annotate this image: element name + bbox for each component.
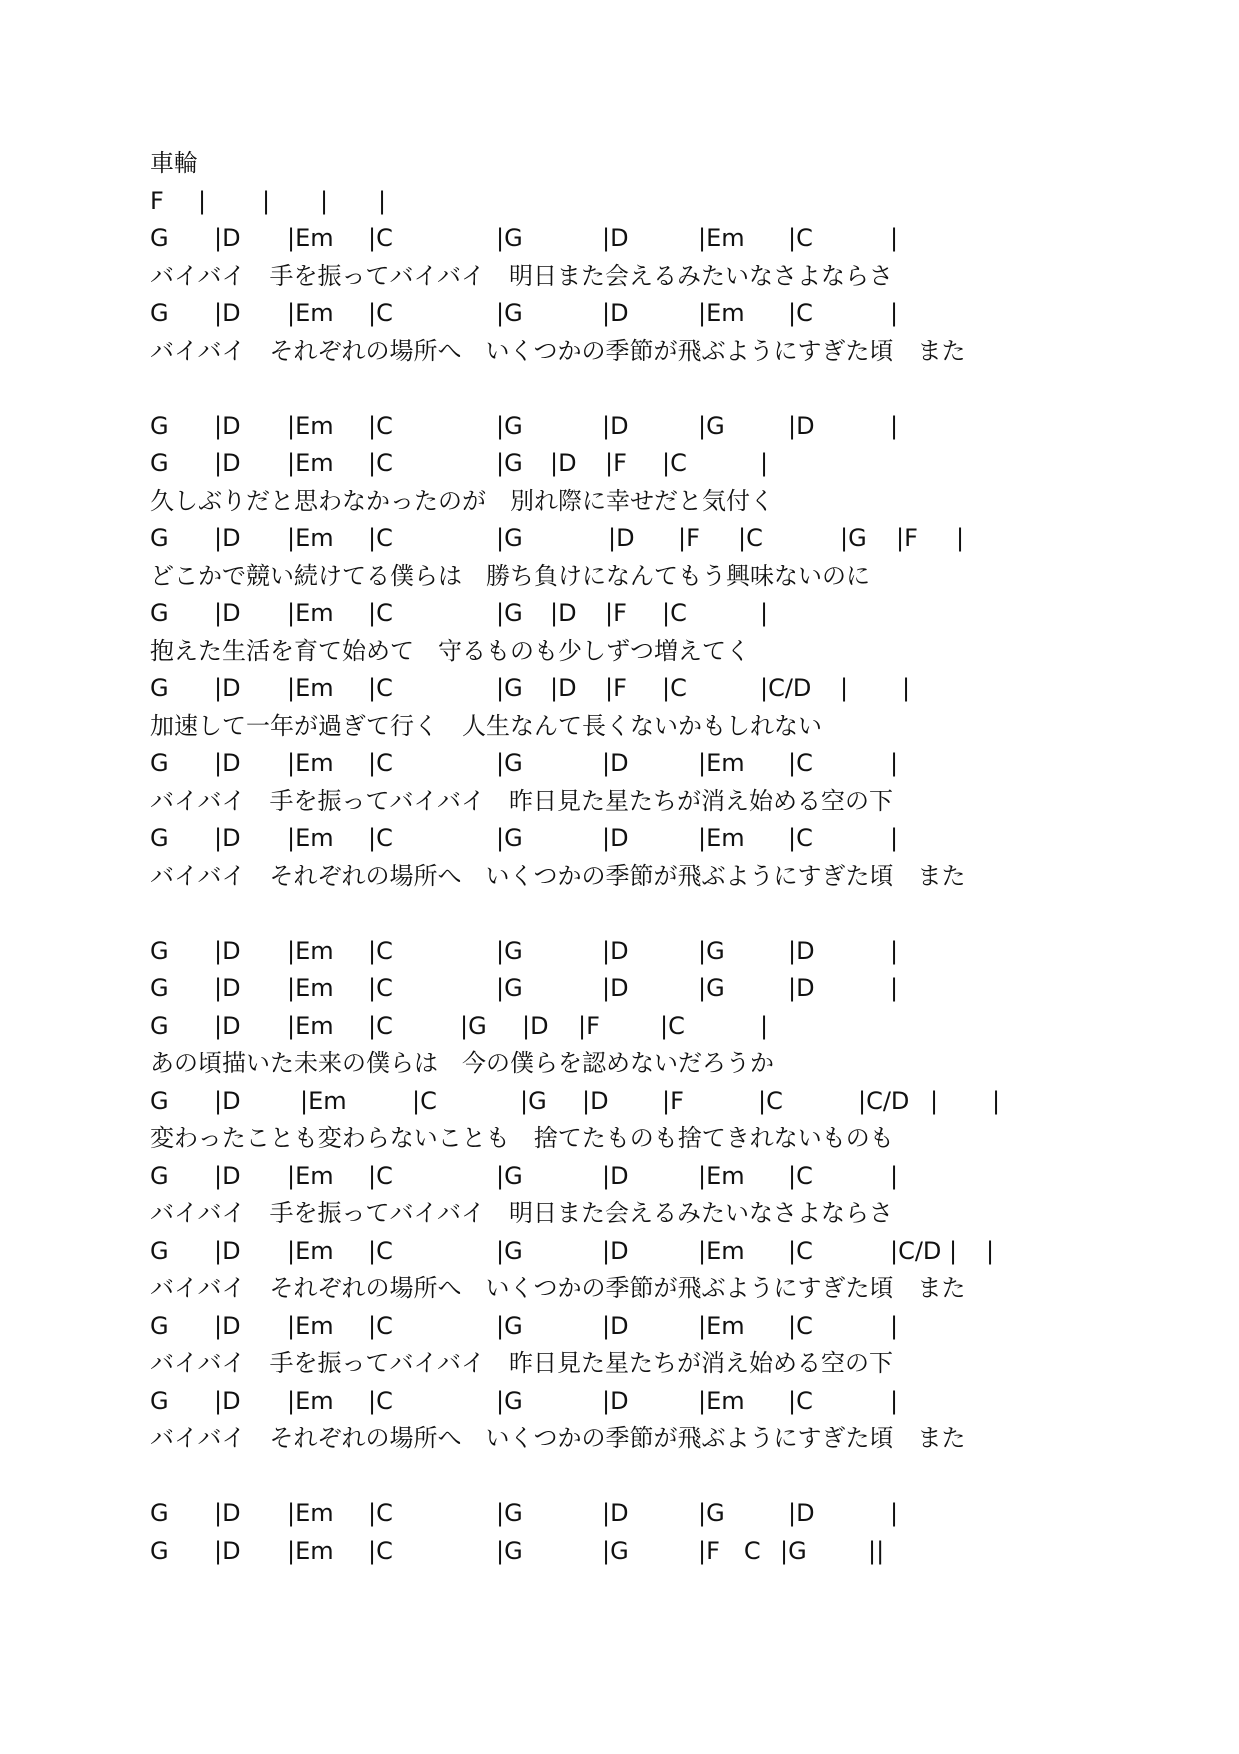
- chord-symbol: |D: [214, 1386, 241, 1415]
- chord-line: [150, 445, 1210, 483]
- chord-symbol: |: [198, 186, 207, 215]
- chord-line: [150, 520, 1210, 558]
- chord-line: [150, 670, 1210, 708]
- chord-symbol: |D: [602, 936, 629, 965]
- chord-symbol: |D: [214, 299, 241, 327]
- chord-symbol: |C: [368, 674, 393, 702]
- lyric-line: あの頃描いた未来の僕らは 今の僕らを認めないだろうか: [150, 1049, 774, 1077]
- chord-symbol: |D: [214, 936, 241, 965]
- chord-symbol: |D: [214, 1161, 241, 1190]
- chord-symbol: |Em: [287, 299, 334, 327]
- chord-symbol: |Em: [287, 1236, 334, 1265]
- chord-symbol: |G: [496, 1161, 523, 1190]
- chord-symbol: G: [150, 1086, 169, 1115]
- chord-line: [150, 595, 1210, 633]
- chord-symbol: |G: [496, 299, 523, 327]
- chord-symbol: |F: [605, 674, 627, 702]
- chord-symbol: |G: [496, 411, 523, 440]
- chord-symbol: |D: [214, 449, 241, 477]
- chord-symbol: |D: [602, 1161, 629, 1190]
- chord-symbol: |D: [788, 1499, 815, 1527]
- chord-line: [150, 1308, 1210, 1346]
- chord-symbol: G: [150, 224, 169, 252]
- chord-symbol: |: [760, 1011, 769, 1040]
- chord-symbol: |D: [214, 599, 241, 627]
- lyric-line: バイバイ それぞれの場所へ いくつかの季節が飛ぶようにすぎた頃 また: [150, 861, 966, 890]
- chord-symbol: |G: [496, 1386, 523, 1415]
- chord-symbol: |D: [214, 1236, 241, 1265]
- chord-symbol: |D: [602, 824, 629, 852]
- chord-symbol: |C: [412, 1086, 437, 1115]
- chord-symbol: |Em: [287, 599, 334, 627]
- chord-symbol: |C: [368, 1386, 393, 1415]
- chord-symbol: |Em: [287, 974, 334, 1002]
- chord-symbol: |D: [602, 1236, 629, 1265]
- chord-symbol: |G: [698, 974, 725, 1002]
- chord-symbol: G: [150, 449, 169, 477]
- chord-symbol: |C: [788, 824, 813, 852]
- lyric-line: 久しぶりだと思わなかったのが 別れ際に幸せだと気付く: [150, 486, 774, 515]
- lyric-line: どこかで競い続けてる僕らは 勝ち負けになんてもう興味ないのに: [150, 561, 870, 590]
- chord-symbol: |D: [602, 1499, 629, 1527]
- chord-symbol: |C: [368, 936, 393, 965]
- blank-line: [150, 1458, 1210, 1496]
- chord-symbol: |C: [662, 449, 687, 477]
- chord-line: [150, 970, 1210, 1008]
- chord-symbol: |: [760, 449, 769, 477]
- chord-symbol: |Em: [287, 749, 334, 777]
- chord-symbol: |Em: [287, 1386, 334, 1415]
- chord-symbol: |C: [368, 411, 393, 440]
- chord-symbol: |Em: [698, 1161, 745, 1190]
- chord-line: [150, 1495, 1210, 1533]
- chord-line: [150, 1008, 1210, 1046]
- lyric-line: 変わったことも変わらないことも 捨てたものも捨てきれないものも: [150, 1124, 894, 1152]
- chord-symbol: |D: [550, 674, 577, 702]
- chord-symbol: |G: [520, 1086, 547, 1115]
- chord-symbol: |: [986, 1236, 995, 1265]
- chord-symbol: |Em: [698, 824, 745, 852]
- chord-symbol: |C: [368, 224, 393, 252]
- chord-symbol: |Em: [698, 1236, 745, 1265]
- chord-symbol: |: [760, 599, 769, 627]
- chord-symbol: |: [890, 299, 899, 327]
- chord-symbol: |Em: [287, 1161, 334, 1190]
- chord-symbol: |G: [698, 411, 725, 440]
- chord-line: [150, 820, 1210, 858]
- chord-symbol: |: [930, 1086, 939, 1115]
- chord-symbol: |D: [214, 1311, 241, 1340]
- chord-symbol: |D: [214, 749, 241, 777]
- chord-symbol: |C: [788, 224, 813, 252]
- chord-symbol: |F C: [698, 1536, 761, 1565]
- intro-chord-row: [150, 183, 1210, 221]
- chord-symbol: |G: [496, 974, 523, 1002]
- song-title: 車輪: [150, 149, 198, 177]
- chord-symbol: |G: [496, 1236, 523, 1265]
- chord-symbol: |Em: [698, 749, 745, 777]
- chord-symbol: |Em: [287, 1311, 334, 1340]
- chord-symbol: |C: [368, 1236, 393, 1265]
- chord-symbol: |C: [368, 974, 393, 1002]
- chord-symbol: G: [150, 1161, 169, 1190]
- chord-symbol: |D: [602, 749, 629, 777]
- chord-symbol: |D: [602, 1386, 629, 1415]
- chord-symbol: |D: [214, 824, 241, 852]
- chord-symbol: |: [890, 1499, 899, 1527]
- chord-symbol: |C: [368, 524, 393, 552]
- chord-symbol: |: [378, 186, 387, 215]
- chord-symbol: G: [150, 1011, 169, 1040]
- chord-line: [150, 1158, 1210, 1196]
- chord-symbol: G: [150, 936, 169, 965]
- chord-symbol: |D: [214, 1011, 241, 1040]
- chord-symbol: |C: [788, 1311, 813, 1340]
- chord-symbol: |C: [368, 299, 393, 327]
- chord-symbol: |F: [662, 1086, 684, 1115]
- chord-symbol: |D: [582, 1086, 609, 1115]
- chord-symbol: |G: [840, 524, 867, 552]
- chord-symbol: G: [150, 1311, 169, 1340]
- chord-line: [150, 1233, 1210, 1271]
- chord-symbol: |G: [496, 449, 523, 477]
- chord-symbol: |Em: [287, 449, 334, 477]
- chord-symbol: |C: [368, 449, 393, 477]
- chord-symbol: |D: [214, 1086, 241, 1115]
- chord-symbol: |D: [602, 224, 629, 252]
- chord-symbol: |G: [496, 1536, 523, 1565]
- chord-symbol: |C/D: [760, 674, 812, 702]
- lyric-line: バイバイ それぞれの場所へ いくつかの季節が飛ぶようにすぎた頃 また: [150, 1424, 966, 1452]
- chord-symbol: |Em: [287, 524, 334, 552]
- chord-line: [150, 1533, 1210, 1571]
- chord-symbol: G: [150, 749, 169, 777]
- chord-symbol: |Em: [287, 1499, 334, 1527]
- chord-symbol: |Em: [287, 1536, 334, 1565]
- chord-symbol: |Em: [698, 1386, 745, 1415]
- chord-symbol: |G: [496, 824, 523, 852]
- chord-symbol: |D: [214, 1536, 241, 1565]
- chord-symbol: |G: [496, 1311, 523, 1340]
- chord-symbol: |C: [368, 1499, 393, 1527]
- chord-symbol: |C/D |: [890, 1236, 958, 1265]
- chord-symbol: |G: [496, 749, 523, 777]
- chord-symbol: F: [150, 186, 164, 215]
- chord-symbol: |: [320, 186, 329, 215]
- chord-symbol: |Em: [300, 1086, 347, 1115]
- chord-symbol: |C: [788, 1161, 813, 1190]
- chord-symbol: |C: [368, 1536, 393, 1565]
- chord-symbol: |G: [496, 1499, 523, 1527]
- chord-symbol: |C: [788, 299, 813, 327]
- chord-symbol: |G: [780, 1536, 807, 1565]
- chord-symbol: |D: [522, 1011, 549, 1040]
- chord-symbol: ||: [868, 1536, 885, 1565]
- lyric-line: バイバイ 手を振ってバイバイ 明日また会えるみたいなさよならさ: [150, 261, 894, 290]
- chord-line: [150, 1383, 1210, 1421]
- chord-symbol: |Em: [698, 1311, 745, 1340]
- chord-symbol: |C: [368, 824, 393, 852]
- chord-symbol: |C: [662, 599, 687, 627]
- chord-symbol: |C/D: [858, 1086, 910, 1115]
- chord-symbol: G: [150, 1499, 169, 1527]
- chord-symbol: |G: [496, 524, 523, 552]
- chord-symbol: |D: [550, 449, 577, 477]
- chord-symbol: |: [262, 186, 271, 215]
- chord-symbol: |C: [662, 674, 687, 702]
- chord-symbol: |C: [368, 1161, 393, 1190]
- chord-symbol: |G: [698, 936, 725, 965]
- chord-symbol: |: [890, 224, 899, 252]
- chord-symbol: |D: [214, 224, 241, 252]
- chord-symbol: G: [150, 1386, 169, 1415]
- chord-symbol: |C: [788, 749, 813, 777]
- chord-symbol: |D: [602, 1311, 629, 1340]
- chord-symbol: |: [840, 674, 849, 702]
- chord-symbol: G: [150, 524, 169, 552]
- chord-symbol: |Em: [287, 224, 334, 252]
- lyric-line: バイバイ 手を振ってバイバイ 明日また会えるみたいなさよならさ: [150, 1199, 894, 1227]
- chord-symbol: |F: [896, 524, 918, 552]
- chord-symbol: |D: [214, 411, 241, 440]
- blank-line: [150, 895, 1210, 933]
- chord-symbol: |C: [788, 1386, 813, 1415]
- chord-symbol: |Em: [287, 936, 334, 965]
- chord-symbol: |D: [214, 674, 241, 702]
- lyric-line: バイバイ それぞれの場所へ いくつかの季節が飛ぶようにすぎた頃 また: [150, 336, 966, 365]
- chord-symbol: G: [150, 974, 169, 1002]
- chord-symbol: |D: [602, 299, 629, 327]
- song-lines: [150, 220, 1210, 1570]
- chord-symbol: |G: [602, 1536, 629, 1565]
- chord-symbol: |: [890, 1386, 899, 1415]
- chord-symbol: |D: [788, 974, 815, 1002]
- chord-symbol: G: [150, 299, 169, 327]
- chord-symbol: |Em: [698, 299, 745, 327]
- chord-symbol: |: [890, 411, 899, 440]
- chord-symbol: G: [150, 411, 169, 440]
- chord-symbol: |: [890, 974, 899, 1002]
- chord-symbol: |G: [698, 1499, 725, 1527]
- chord-symbol: |: [890, 749, 899, 777]
- chord-symbol: |: [992, 1086, 1001, 1115]
- chord-symbol: |C: [788, 1236, 813, 1265]
- chord-symbol: |D: [788, 411, 815, 440]
- chord-line: [150, 745, 1210, 783]
- chord-line: [150, 1083, 1210, 1121]
- chord-symbol: |C: [368, 599, 393, 627]
- chord-symbol: |D: [214, 524, 241, 552]
- chord-symbol: |: [890, 1311, 899, 1340]
- chord-line: [150, 295, 1210, 333]
- chord-symbol: |D: [602, 974, 629, 1002]
- chord-symbol: |Em: [287, 674, 334, 702]
- chord-symbol: |C: [368, 1311, 393, 1340]
- chord-symbol: G: [150, 1236, 169, 1265]
- chord-symbol: |D: [550, 599, 577, 627]
- chord-symbol: |C: [368, 749, 393, 777]
- chord-symbol: |: [890, 1161, 899, 1190]
- chord-symbol: G: [150, 599, 169, 627]
- chord-symbol: |D: [214, 974, 241, 1002]
- chord-symbol: |G: [496, 674, 523, 702]
- chord-symbol: |G: [496, 936, 523, 965]
- chord-symbol: |: [890, 824, 899, 852]
- lyric-line: 加速して一年が過ぎて行く 人生なんて長くないかもしれない: [150, 711, 822, 740]
- chord-symbol: |Em: [287, 411, 334, 440]
- chord-line: [150, 933, 1210, 971]
- chord-symbol: |D: [788, 936, 815, 965]
- chord-symbol: |Em: [287, 1011, 334, 1040]
- chord-symbol: |F: [678, 524, 700, 552]
- lyric-line: バイバイ それぞれの場所へ いくつかの季節が飛ぶようにすぎた頃 また: [150, 1274, 966, 1302]
- chord-symbol: G: [150, 1536, 169, 1565]
- blank-line: [150, 370, 1210, 408]
- chord-symbol: |Em: [698, 224, 745, 252]
- lyric-line: バイバイ 手を振ってバイバイ 昨日見た星たちが消え始める空の下: [150, 1349, 894, 1377]
- chord-symbol: |C: [660, 1011, 685, 1040]
- chord-sheet: [150, 145, 1210, 1570]
- chord-symbol: |F: [605, 449, 627, 477]
- chord-symbol: |C: [738, 524, 763, 552]
- lyric-line: バイバイ 手を振ってバイバイ 昨日見た星たちが消え始める空の下: [150, 786, 894, 815]
- chord-symbol: G: [150, 824, 169, 852]
- chord-symbol: |G: [496, 599, 523, 627]
- lyric-line: 抱えた生活を育て始めて 守るものも少しずつ増えてく: [150, 636, 750, 665]
- chord-symbol: |C: [368, 1011, 393, 1040]
- chord-symbol: |D: [608, 524, 635, 552]
- chord-line: [150, 408, 1210, 446]
- chord-symbol: |F: [605, 599, 627, 627]
- chord-line: [150, 220, 1210, 258]
- chord-symbol: |G: [460, 1011, 487, 1040]
- chord-symbol: |: [890, 936, 899, 965]
- chord-symbol: |D: [214, 1499, 241, 1527]
- chord-symbol: |Em: [287, 824, 334, 852]
- chord-symbol: G: [150, 674, 169, 702]
- chord-symbol: |C: [758, 1086, 783, 1115]
- chord-symbol: |: [956, 524, 965, 552]
- chord-symbol: |F: [578, 1011, 600, 1040]
- chord-symbol: |G: [496, 224, 523, 252]
- chord-symbol: |: [902, 674, 911, 702]
- chord-symbol: |D: [602, 411, 629, 440]
